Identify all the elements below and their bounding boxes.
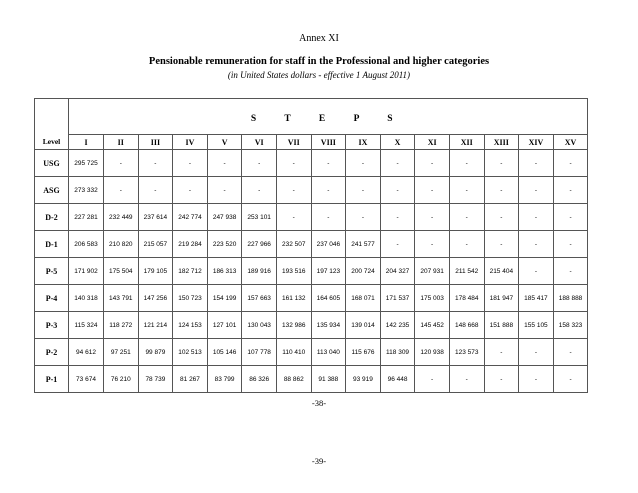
salary-cell: 81 267 xyxy=(173,366,208,393)
salary-cell: - xyxy=(138,177,173,204)
salary-cell: 99 879 xyxy=(138,339,173,366)
salary-cell: - xyxy=(484,339,519,366)
salary-cell: 155 105 xyxy=(519,312,554,339)
salary-cell: - xyxy=(553,366,588,393)
salary-cell: 181 947 xyxy=(484,285,519,312)
salary-cell: 145 452 xyxy=(415,312,450,339)
salary-cell: - xyxy=(553,177,588,204)
level-cell: P-5 xyxy=(35,258,69,285)
step-header: V xyxy=(207,135,242,150)
level-cell: P-4 xyxy=(35,285,69,312)
salary-cell: - xyxy=(380,177,415,204)
salary-cell: - xyxy=(519,366,554,393)
salary-cell: 179 105 xyxy=(138,258,173,285)
salary-cell: 273 332 xyxy=(69,177,104,204)
salary-cell: - xyxy=(242,177,277,204)
salary-cell: - xyxy=(449,366,484,393)
salary-cell: 215 404 xyxy=(484,258,519,285)
step-header: XIII xyxy=(484,135,519,150)
salary-cell: 232 449 xyxy=(104,204,139,231)
salary-cell: - xyxy=(449,204,484,231)
salary-cell: 241 577 xyxy=(346,231,381,258)
salary-cell: - xyxy=(415,150,450,177)
salary-cell: 135 934 xyxy=(311,312,346,339)
salary-cell: 253 101 xyxy=(242,204,277,231)
annex-label: Annex XI xyxy=(299,33,339,44)
step-header: I xyxy=(69,135,104,150)
salary-cell: 232 507 xyxy=(276,231,311,258)
salary-cell: 148 668 xyxy=(449,312,484,339)
salary-cell: 189 916 xyxy=(242,258,277,285)
salary-cell: 115 324 xyxy=(69,312,104,339)
page-number-39: -39- xyxy=(311,456,327,466)
salary-cell: 200 724 xyxy=(346,258,381,285)
step-header: XV xyxy=(553,135,588,150)
step-header: XII xyxy=(449,135,484,150)
salary-cell: - xyxy=(519,177,554,204)
salary-cell: 247 938 xyxy=(207,204,242,231)
table-row xyxy=(35,285,588,312)
step-header: VI xyxy=(242,135,277,150)
table-row xyxy=(35,312,588,339)
salary-cell: - xyxy=(346,177,381,204)
level-cell: D-1 xyxy=(35,231,69,258)
salary-cell: - xyxy=(484,231,519,258)
salary-cell: - xyxy=(311,204,346,231)
step-header: X xyxy=(380,135,415,150)
table-row xyxy=(35,177,588,204)
salary-cell: - xyxy=(484,177,519,204)
salary-cell: 115 676 xyxy=(346,339,381,366)
salary-cell: 227 966 xyxy=(242,231,277,258)
salary-cell: - xyxy=(519,339,554,366)
level-cell: P-3 xyxy=(35,312,69,339)
salary-cell: 96 448 xyxy=(380,366,415,393)
steps-header-row xyxy=(35,99,588,135)
step-header: IX xyxy=(346,135,381,150)
salary-cell: 124 153 xyxy=(173,312,208,339)
step-numbers-row xyxy=(35,135,588,150)
salary-cell: - xyxy=(276,204,311,231)
level-cell: USG xyxy=(35,150,69,177)
salary-cell: - xyxy=(553,258,588,285)
salary-cell: - xyxy=(553,150,588,177)
level-cell: D-2 xyxy=(35,204,69,231)
salary-cell: 161 132 xyxy=(276,285,311,312)
salary-cell: 175 003 xyxy=(415,285,450,312)
salary-cell: 76 210 xyxy=(104,366,139,393)
salary-cell: - xyxy=(484,150,519,177)
salary-cell: 130 043 xyxy=(242,312,277,339)
salary-cell: - xyxy=(173,150,208,177)
salary-cell: 73 674 xyxy=(69,366,104,393)
salary-cell: 219 284 xyxy=(173,231,208,258)
salary-cell: - xyxy=(380,231,415,258)
salary-cell: - xyxy=(104,150,139,177)
salary-cell: 147 256 xyxy=(138,285,173,312)
salary-cell: - xyxy=(138,150,173,177)
salary-cell: 171 902 xyxy=(69,258,104,285)
salary-cell: 211 542 xyxy=(449,258,484,285)
salary-cell: 157 663 xyxy=(242,285,277,312)
salary-cell: 94 612 xyxy=(69,339,104,366)
salary-cell: 140 318 xyxy=(69,285,104,312)
table-row xyxy=(35,339,588,366)
salary-cell: 121 214 xyxy=(138,312,173,339)
table-title: Pensionable remuneration for staff in the Professional and higher categories xyxy=(148,56,490,67)
salary-cell: 123 573 xyxy=(449,339,484,366)
salary-cell: 223 520 xyxy=(207,231,242,258)
salary-cell: 185 417 xyxy=(519,285,554,312)
salary-cell: 88 862 xyxy=(276,366,311,393)
salary-cell: 143 791 xyxy=(104,285,139,312)
salary-scale-table xyxy=(34,98,588,393)
steps-header: S T E P S xyxy=(69,99,588,135)
salary-cell: 151 888 xyxy=(484,312,519,339)
salary-cell: - xyxy=(519,258,554,285)
salary-cell: - xyxy=(415,177,450,204)
salary-cell: 139 014 xyxy=(346,312,381,339)
salary-cell: - xyxy=(207,150,242,177)
salary-cell: 210 820 xyxy=(104,231,139,258)
pensionable-remuneration-table xyxy=(34,98,588,393)
salary-cell: 107 778 xyxy=(242,339,277,366)
salary-cell: 91 388 xyxy=(311,366,346,393)
salary-cell: 227 281 xyxy=(69,204,104,231)
salary-cell: - xyxy=(519,204,554,231)
step-header: XI xyxy=(415,135,450,150)
salary-cell: 237 046 xyxy=(311,231,346,258)
salary-cell: 110 410 xyxy=(276,339,311,366)
salary-cell: - xyxy=(484,204,519,231)
level-column-header: Level xyxy=(35,99,69,150)
page-number-38: -38- xyxy=(311,398,327,408)
salary-cell: 207 931 xyxy=(415,258,450,285)
salary-cell: - xyxy=(415,204,450,231)
salary-cell: - xyxy=(346,150,381,177)
salary-cell: 193 516 xyxy=(276,258,311,285)
table-row xyxy=(35,258,588,285)
salary-cell: 295 725 xyxy=(69,150,104,177)
salary-cell: - xyxy=(449,150,484,177)
salary-cell: - xyxy=(553,204,588,231)
salary-cell: - xyxy=(276,177,311,204)
level-cell: P-2 xyxy=(35,339,69,366)
salary-cell: - xyxy=(415,231,450,258)
salary-cell: - xyxy=(311,150,346,177)
salary-cell: 93 919 xyxy=(346,366,381,393)
salary-cell: 127 101 xyxy=(207,312,242,339)
salary-cell: 113 040 xyxy=(311,339,346,366)
step-header: VII xyxy=(276,135,311,150)
salary-cell: - xyxy=(449,231,484,258)
salary-cell: 215 057 xyxy=(138,231,173,258)
salary-cell: - xyxy=(519,150,554,177)
salary-cell: - xyxy=(415,366,450,393)
salary-cell: 188 888 xyxy=(553,285,588,312)
table-subtitle: (in United States dollars - effective 1 August 2011) xyxy=(227,70,411,80)
salary-cell: 204 327 xyxy=(380,258,415,285)
salary-cell: 197 123 xyxy=(311,258,346,285)
table-row xyxy=(35,150,588,177)
salary-cell: 132 986 xyxy=(276,312,311,339)
salary-cell: - xyxy=(276,150,311,177)
salary-cell: 105 146 xyxy=(207,339,242,366)
salary-cell: 164 605 xyxy=(311,285,346,312)
salary-cell: 186 313 xyxy=(207,258,242,285)
salary-cell: 168 071 xyxy=(346,285,381,312)
salary-cell: - xyxy=(484,366,519,393)
salary-cell: - xyxy=(207,177,242,204)
salary-cell: 171 537 xyxy=(380,285,415,312)
salary-cell: 150 723 xyxy=(173,285,208,312)
salary-cell: 154 199 xyxy=(207,285,242,312)
salary-cell: - xyxy=(380,204,415,231)
table-row xyxy=(35,204,588,231)
salary-cell: 206 583 xyxy=(69,231,104,258)
salary-cell: 120 938 xyxy=(415,339,450,366)
salary-cell: - xyxy=(449,177,484,204)
salary-cell: - xyxy=(311,177,346,204)
step-header: VIII xyxy=(311,135,346,150)
salary-cell: - xyxy=(553,231,588,258)
step-header: II xyxy=(104,135,139,150)
salary-cell: - xyxy=(519,231,554,258)
salary-cell: 237 614 xyxy=(138,204,173,231)
salary-cell: 242 774 xyxy=(173,204,208,231)
salary-cell: 118 309 xyxy=(380,339,415,366)
salary-cell: - xyxy=(242,150,277,177)
step-header: III xyxy=(138,135,173,150)
salary-cell: 178 484 xyxy=(449,285,484,312)
salary-cell: - xyxy=(553,339,588,366)
step-header: XIV xyxy=(519,135,554,150)
salary-cell: - xyxy=(104,177,139,204)
salary-cell: - xyxy=(346,204,381,231)
salary-cell: 175 504 xyxy=(104,258,139,285)
salary-cell: 142 235 xyxy=(380,312,415,339)
level-cell: P-1 xyxy=(35,366,69,393)
salary-cell: 78 739 xyxy=(138,366,173,393)
salary-cell: 97 251 xyxy=(104,339,139,366)
salary-cell: 83 799 xyxy=(207,366,242,393)
salary-cell: 102 513 xyxy=(173,339,208,366)
salary-cell: - xyxy=(380,150,415,177)
level-cell: ASG xyxy=(35,177,69,204)
table-row xyxy=(35,366,588,393)
salary-cell: 118 272 xyxy=(104,312,139,339)
salary-cell: 182 712 xyxy=(173,258,208,285)
salary-cell: 158 323 xyxy=(553,312,588,339)
table-row xyxy=(35,231,588,258)
step-header: IV xyxy=(173,135,208,150)
salary-cell: 86 326 xyxy=(242,366,277,393)
salary-cell: - xyxy=(173,177,208,204)
